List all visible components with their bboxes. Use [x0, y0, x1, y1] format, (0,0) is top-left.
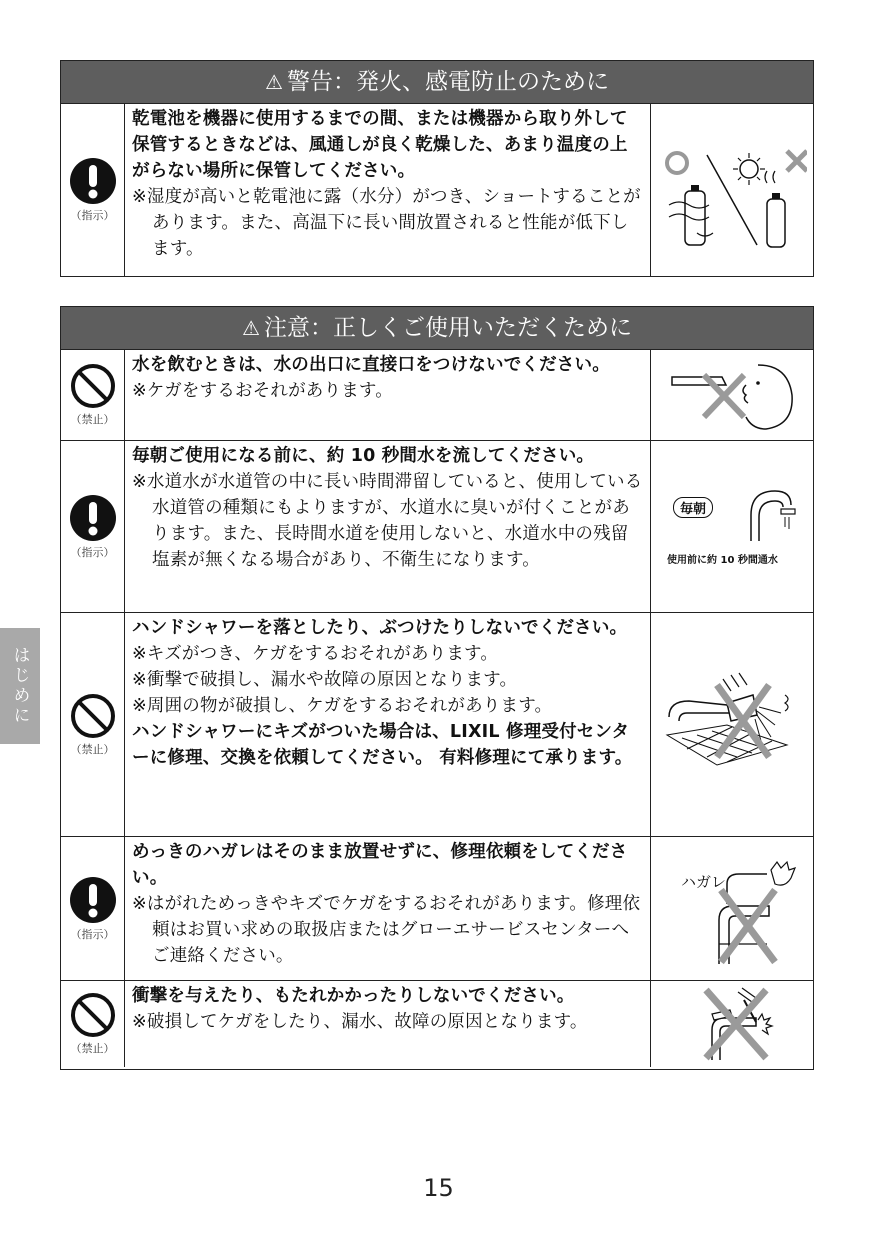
caution-tail: ハンドシャワーにキズがついた場合は、LIXIL 修理受付センターに修理、交換を依頼してください。 有料修理にて承ります。 — [132, 722, 633, 768]
caution-note: ※ケガをするおそれがあります。 — [132, 381, 393, 401]
caution-row-morning — [61, 440, 813, 612]
battery-storage-illustration — [651, 104, 813, 276]
warning-box — [60, 60, 814, 277]
warning-note: ※湿度が高いと乾電池に露（水分）がつき、ショートすることがあります。また、高温下に長い間放置されると性能が低下します。 — [132, 187, 641, 259]
instruction-symbol — [61, 441, 125, 612]
caution-lead: 衝撃を与えたり、もたれかかったりしないでください。 — [132, 986, 575, 1006]
warning-triangle-icon: ⚠ — [265, 70, 283, 94]
caution-lead: ハンドシャワーを落としたり、ぶつけたりしないでください。 — [132, 618, 628, 638]
prohibition-label: （禁止） — [70, 413, 115, 426]
prohibition-icon — [70, 992, 116, 1038]
caution-note: ※水道水が水道管の中に長い時間滞留していると、使用している水道管の種類にもよりますが、水道水に臭いが付くことがあります。また、長時間水道を使用しないと、水道水中の残留塩素が無くなる場合があり、不衛生になります。 — [132, 472, 643, 570]
morning-flush-illustration — [651, 441, 813, 612]
caution-triangle-icon: ⚠ — [242, 316, 260, 340]
face-faucet-icon — [662, 355, 802, 435]
hammer-faucet-icon — [682, 984, 782, 1064]
instruction-symbol — [61, 837, 125, 980]
warning-title: 警告：発火、感電防止のために — [286, 69, 609, 95]
warning-header — [61, 61, 813, 104]
instruction-label: （指示） — [70, 209, 115, 222]
caution-lead: 毎朝ご使用になる前に、約 10 秒間水を流してください。 — [132, 446, 595, 466]
exclamation-icon — [69, 876, 117, 924]
instruction-symbol — [61, 104, 125, 276]
caution-row-handshower — [61, 612, 813, 836]
warning-row — [61, 104, 813, 276]
handshower-drop-illustration — [651, 613, 813, 836]
page-number: 15 — [423, 1174, 454, 1202]
caution-text-plating — [125, 837, 651, 980]
caution-text-morning — [125, 441, 651, 612]
peel-label: ハガレ — [681, 873, 727, 891]
exclamation-icon — [69, 157, 117, 205]
caution-title: 注意：正しくご使用いただくために — [263, 315, 632, 341]
dropped-shower-icon — [657, 665, 807, 785]
warning-lead: 乾電池を機器に使用するまでの間、または機器から取り外して保管するときなどは、風通しが良く乾燥した、あまり温度の上がらない場所に保管してください。 — [132, 109, 628, 181]
caution-row-drinking — [61, 350, 813, 440]
caution-lead: 水を飲むときは、水の出口に直接口をつけないでください。 — [132, 355, 610, 375]
caution-note: ※衝撃で破損し、漏水や故障の原因となります。 — [132, 670, 518, 690]
caution-row-impact — [61, 980, 813, 1067]
section-side-tab: はじめに — [0, 628, 40, 744]
caution-lead: めっきのハガレはそのまま放置せずに、修理依頼をしてください。 — [132, 842, 628, 888]
prohibition-symbol — [61, 613, 125, 836]
peeling-faucet-icon — [657, 844, 807, 974]
prohibition-icon — [70, 693, 116, 739]
prohibition-label: （禁止） — [70, 1042, 115, 1055]
plating-peel-illustration — [651, 837, 813, 980]
warning-text — [125, 104, 651, 276]
prohibition-label: （禁止） — [70, 742, 115, 756]
caution-header — [61, 307, 813, 350]
impact-illustration — [651, 981, 813, 1067]
prohibition-symbol — [61, 981, 125, 1067]
exclamation-icon — [69, 494, 117, 542]
caution-note: ※周囲の物が破損し、ケガをするおそれがあります。 — [132, 696, 553, 716]
morning-caption: 使用前に約 10 秒間通水 — [667, 555, 778, 566]
drinking-illustration — [651, 350, 813, 440]
caution-text-drinking — [125, 350, 651, 440]
faucet-icon — [739, 485, 799, 545]
caution-text-impact — [125, 981, 651, 1067]
caution-note: ※はがれためっきやキズでケガをするおそれがあります。修理依頼はお買い求めの取扱店またはグローエサービスセンターへご連絡ください。 — [132, 894, 641, 966]
prohibition-symbol — [61, 350, 125, 440]
caution-text-handshower — [125, 613, 651, 836]
caution-box — [60, 306, 814, 1070]
instruction-label: （指示） — [70, 927, 115, 941]
caution-row-plating — [61, 836, 813, 980]
morning-badge: 毎朝 — [673, 497, 713, 518]
instruction-label: （指示） — [70, 545, 115, 559]
battery-sun-icon — [657, 125, 807, 255]
caution-note: ※キズがつき、ケガをするおそれがあります。 — [132, 644, 499, 664]
prohibition-icon — [70, 363, 116, 409]
caution-note: ※破損してケガをしたり、漏水、故障の原因となります。 — [132, 1012, 588, 1032]
